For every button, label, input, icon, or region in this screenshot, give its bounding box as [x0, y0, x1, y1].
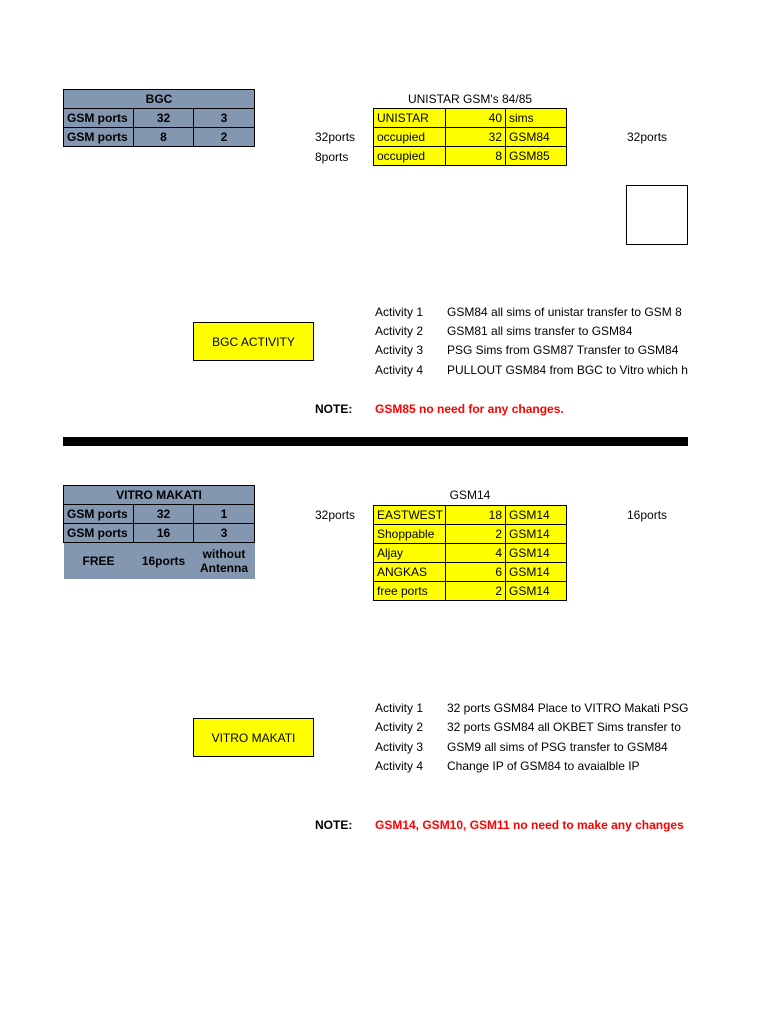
table-cell: GSM84 — [506, 128, 567, 147]
vitro-ports-table — [63, 485, 255, 579]
table-row — [64, 505, 255, 524]
table-cell: GSM14 — [506, 563, 567, 582]
table-cell: 2 — [194, 128, 255, 147]
table-row — [64, 128, 255, 147]
activity-text: PSG Sims from GSM87 Transfer to GSM84 — [447, 343, 679, 357]
table-cell: GSM ports — [64, 109, 134, 128]
table-cell: free ports — [374, 582, 446, 601]
vitro-activity-button-label: VITRO MAKATI — [211, 730, 296, 745]
table-row — [374, 544, 567, 563]
bgc-side-label-2: 8ports — [315, 150, 349, 164]
unistar-title: UNISTAR GSM's 84/85 — [407, 92, 533, 106]
activity-text: 32 ports GSM84 all OKBET Sims transfer to — [447, 720, 681, 734]
table-cell: 4 — [446, 544, 506, 563]
vitro-side-label: 32ports — [315, 508, 356, 522]
bgc-ports-table — [63, 89, 255, 147]
activity-label: Activity 3 — [375, 740, 424, 754]
table-cell: 8 — [446, 147, 506, 166]
free-ports: 16ports — [134, 543, 194, 580]
table-row — [374, 506, 567, 525]
table-cell: UNISTAR — [374, 109, 446, 128]
table-row — [374, 109, 567, 128]
bgc-activity-button-label: BGC ACTIVITY — [212, 334, 295, 349]
bgc-table-title: BGC — [64, 90, 255, 109]
activity-text: Change IP of GSM84 to avaialble IP — [447, 759, 640, 773]
unistar-table — [373, 108, 567, 166]
bgc-activity-list — [375, 303, 688, 383]
table-cell: GSM85 — [506, 147, 567, 166]
table-cell: 18 — [446, 506, 506, 525]
table-row — [374, 582, 567, 601]
table-cell: ANGKAS — [374, 563, 446, 582]
activity-label: Activity 2 — [375, 720, 424, 734]
activity-label: Activity 4 — [375, 759, 424, 773]
table-cell: occupied — [374, 147, 446, 166]
table-cell: 32 — [134, 109, 194, 128]
activity-text: GSM9 all sims of PSG transfer to GSM84 — [447, 740, 668, 754]
table-cell: GSM ports — [64, 128, 134, 147]
bgc-right-label: 32ports — [627, 130, 668, 144]
table-cell: Aljay — [374, 544, 446, 563]
table-row — [64, 524, 255, 543]
free-row — [64, 543, 255, 580]
vitro-table-title: VITRO MAKATI — [64, 486, 255, 505]
table-row — [374, 525, 567, 544]
activity-label: Activity 4 — [375, 363, 424, 377]
vitro-activity-list — [375, 699, 688, 779]
table-cell: 3 — [194, 524, 255, 543]
table-cell: 2 — [446, 525, 506, 544]
vitro-note-wrap — [375, 816, 688, 834]
vitro-activity-button[interactable] — [193, 718, 314, 757]
table-cell: 6 — [446, 563, 506, 582]
activity-label: Activity 2 — [375, 324, 424, 338]
vitro-note-text: GSM14, GSM10, GSM11 no need to make any changes — [375, 818, 684, 832]
empty-box — [626, 185, 688, 245]
activity-text: GSM81 all sims transfer to GSM84 — [447, 324, 633, 338]
table-cell: sims — [506, 109, 567, 128]
table-cell: 32 — [134, 505, 194, 524]
table-row — [374, 563, 567, 582]
table-cell: occupied — [374, 128, 446, 147]
table-cell: GSM ports — [64, 505, 134, 524]
bgc-note-text: GSM85 no need for any changes. — [375, 402, 564, 416]
bgc-activity-button[interactable] — [193, 322, 314, 361]
table-row — [374, 128, 567, 147]
table-cell: GSM14 — [506, 544, 567, 563]
gsm14-title: GSM14 — [449, 488, 491, 502]
bgc-side-label-1: 32ports — [315, 130, 356, 144]
table-cell: 16 — [134, 524, 194, 543]
activity-label: Activity 1 — [375, 701, 424, 715]
table-cell: 2 — [446, 582, 506, 601]
table-cell: 1 — [194, 505, 255, 524]
table-cell: 40 — [446, 109, 506, 128]
free-label: FREE — [64, 543, 134, 580]
table-cell: 32 — [446, 128, 506, 147]
free-note: without Antenna — [194, 543, 255, 580]
activity-text: GSM84 all sims of unistar transfer to GSM 8 — [447, 305, 682, 319]
activity-text: PULLOUT GSM84 from BGC to Vitro which h — [447, 363, 688, 377]
gsm14-table — [373, 505, 567, 601]
table-row — [64, 109, 255, 128]
table-cell: 8 — [134, 128, 194, 147]
section-divider — [63, 437, 688, 446]
table-cell: Shoppable — [374, 525, 446, 544]
table-cell: GSM14 — [506, 506, 567, 525]
table-cell: GSM14 — [506, 582, 567, 601]
table-row — [374, 147, 567, 166]
table-cell: GSM14 — [506, 525, 567, 544]
activity-text: 32 ports GSM84 Place to VITRO Makati PSG — [447, 701, 688, 715]
vitro-note-label: NOTE: — [315, 818, 353, 832]
table-cell: EASTWEST — [374, 506, 446, 525]
table-cell: GSM ports — [64, 524, 134, 543]
activity-label: Activity 3 — [375, 343, 424, 357]
activity-label: Activity 1 — [375, 305, 424, 319]
vitro-right-label: 16ports — [627, 508, 668, 522]
bgc-note-label: NOTE: — [315, 402, 353, 416]
table-cell: 3 — [194, 109, 255, 128]
